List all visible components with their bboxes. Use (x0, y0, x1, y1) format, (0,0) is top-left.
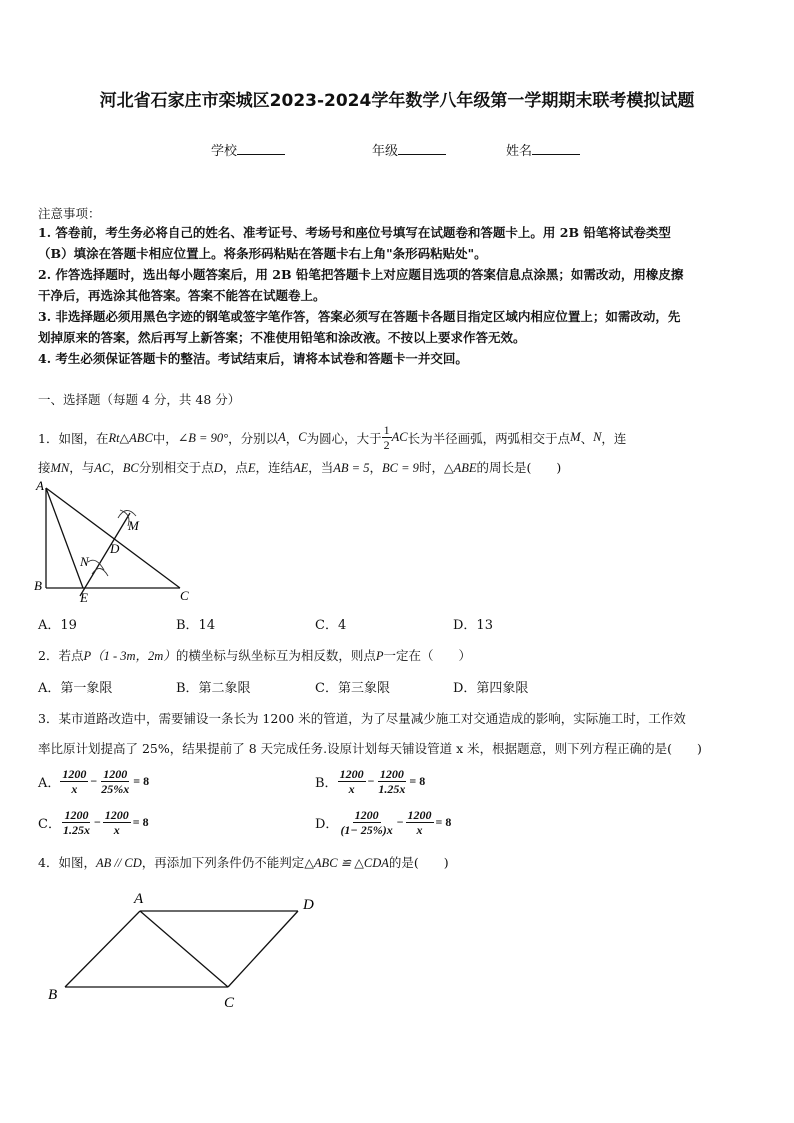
option-label: A． (38, 776, 61, 791)
grade-label: 年级 (372, 144, 399, 159)
segment-ae (46, 488, 83, 588)
q1-point: N (593, 430, 602, 444)
segment-ab (65, 911, 140, 987)
name-field (506, 140, 580, 159)
fraction (338, 767, 366, 796)
q2-point: P (375, 649, 384, 663)
q1-text: ，分别以 (228, 430, 279, 446)
notice-item-1-line-1: 1. 答卷前，考生务必将自己的姓名、准考证号、考场号和座位号填写在试题卷和答题卡上。用 2B 铅笔将试卷类型 (38, 225, 671, 240)
equation-rhs: = 8 (132, 815, 149, 829)
q2-option-b[interactable]: B．第二象限 (176, 681, 251, 696)
q1-text: 为圆心，大于 (306, 430, 382, 446)
equation (61, 808, 149, 837)
q1-text: 中， (152, 430, 178, 446)
q3-option-b[interactable] (315, 767, 425, 796)
q1-point: E (247, 461, 256, 475)
equation-rhs: = 8 (409, 774, 426, 788)
notice-item-1-line-2: （B）填涂在答题卡相应位置上。将条形码粘贴在答题卡右上角"条形码粘贴处"。 (38, 246, 487, 261)
q4-parallel-condition: AB // CD (95, 856, 142, 870)
q1-segment: MN (50, 461, 70, 475)
segment-cd (228, 911, 298, 987)
fraction (376, 767, 407, 796)
label-a: A (36, 478, 44, 493)
fraction-denominator: 1.25x (62, 823, 90, 837)
q3-option-c[interactable] (38, 808, 149, 837)
exam-title: 河北省石家庄市栾城区2023-2024学年数学八年级第一学期期末联考模拟试题 (99, 91, 695, 111)
fraction-denominator: 1.25x (378, 782, 406, 796)
notice-item-3-line-2: 划掉原来的答案，然后再写上新答案；不准使用铅笔和涂改液。不按以上要求作答无效。 (38, 330, 526, 345)
segment-ac (140, 911, 228, 987)
q1-text: 1．如图，在 (38, 430, 109, 446)
q1-half-fraction (382, 423, 392, 452)
q1-triangle: Rt△ABC (108, 430, 153, 445)
fraction-numerator: 1200 (339, 767, 364, 781)
name-label: 姓名 (506, 144, 533, 159)
label-b: B (48, 987, 58, 1003)
q1-triangle-abe: △ABE (443, 461, 477, 475)
label-m: M (128, 518, 139, 533)
fraction-numerator: 1200 (62, 767, 87, 781)
q1-option-c[interactable]: C．4 (315, 618, 347, 633)
q4-congruence: △ABC ≌ △CDA (304, 856, 389, 870)
equation-rhs: = 8 (435, 815, 452, 829)
grade-field (372, 140, 446, 159)
fraction (61, 808, 92, 837)
q2-option-c[interactable]: C．第三象限 (315, 681, 390, 696)
q1-angle: ∠B = 90° (177, 430, 229, 445)
minus-sign: − (90, 774, 98, 788)
q1-text: ，连 (601, 430, 627, 446)
equation (338, 808, 451, 837)
q1-text: 、 (580, 430, 594, 446)
q1-option-d[interactable]: D．13 (453, 618, 493, 633)
option-label: C． (38, 817, 61, 832)
q1-point: A (278, 430, 286, 444)
fraction-denominator: x (348, 782, 355, 796)
q1-line-2 (38, 458, 561, 476)
q1-text: ， (285, 430, 299, 446)
label-b: B (34, 578, 42, 593)
q4-text: 的是( ) (388, 855, 449, 870)
q4-text: ，再添加下列条件仍不能判定 (141, 855, 305, 870)
q2-option-d[interactable]: D．第四象限 (453, 681, 529, 696)
q1-text: ，连结 (255, 460, 293, 475)
label-c: C (224, 995, 235, 1011)
minus-sign: − (396, 815, 404, 829)
q2-text: 一定在（ ） (383, 648, 471, 663)
school-field (211, 140, 285, 159)
q4-stem (38, 853, 449, 871)
fraction-denominator: 25%x (101, 782, 130, 796)
equation-rhs: = 8 (133, 774, 150, 788)
school-blank[interactable] (237, 142, 285, 155)
q1-text: 接 (38, 460, 51, 475)
q1-text: 的周长是( ) (476, 460, 562, 475)
q2-option-a[interactable]: A．第一象限 (38, 681, 113, 696)
minus-sign: − (367, 774, 375, 788)
school-label: 学校 (211, 144, 238, 159)
q1-option-a[interactable]: A．19 (38, 618, 77, 633)
q1-segment: BC (122, 461, 139, 475)
q1-text: ，当 (308, 460, 334, 475)
fraction (338, 808, 394, 837)
q2-text: 的横坐标与纵坐标互为相反数，则点 (175, 648, 376, 663)
fraction-numerator: 1200 (103, 767, 128, 781)
label-a: A (134, 891, 144, 907)
minus-sign: − (93, 815, 101, 829)
fraction (60, 767, 88, 796)
q4-text: 4．如图， (38, 855, 96, 870)
section-1-heading: 一、选择题（每题 4 分，共 48 分） (38, 392, 241, 407)
fraction-numerator: 1200 (354, 808, 379, 822)
option-label: D． (315, 817, 339, 832)
q1-segment: AC (94, 461, 111, 475)
label-c: C (180, 588, 189, 603)
grade-blank[interactable] (398, 142, 446, 155)
notice-item-4: 4. 考生必须保证答题卡的整洁。考试结束后，请将本试卷和答题卡一并交回。 (38, 351, 468, 366)
q1-text: ，点 (222, 460, 248, 475)
notice-item-3-line-1: 3. 非选择题必须用黑色字迹的钢笔或签字笔作答，答案必须写在答题卡各题目指定区域内相应位置上；如需改动，先 (38, 309, 681, 324)
equation (60, 767, 149, 796)
name-blank[interactable] (532, 142, 580, 155)
q1-segment: AE (292, 461, 309, 475)
q3-stem-line-2: 率比原计划提高了 25%，结果提前了 8 天完成任务.设原计划每天铺设管道 x 米，根据题意，则下列方程正确的是( ) (38, 741, 702, 756)
q2-point: P (83, 649, 92, 663)
q1-text: ， (110, 460, 123, 475)
q1-point: D (213, 461, 223, 475)
q1-text: ， (369, 460, 383, 475)
label-e: E (80, 590, 88, 605)
q1-text: 时， (418, 460, 444, 475)
notice-item-2-line-2: 干净后，再选涂其他答案。答案不能答在试题卷上。 (38, 288, 326, 303)
segment-ac (46, 488, 180, 588)
fraction-numerator: 1200 (407, 808, 432, 822)
q4-quadrilateral-figure (40, 885, 330, 1015)
q1-text: 长为半径画弧，两弧相交于点 (407, 430, 571, 446)
fraction-denominator: x (113, 823, 120, 837)
label-n: N (80, 554, 89, 569)
label-d: D (110, 541, 120, 556)
equation (338, 767, 426, 796)
q1-segment: AC (391, 430, 408, 444)
fraction-numerator: 1200 (104, 808, 129, 822)
fraction (103, 808, 131, 837)
q1-line-1 (38, 423, 626, 452)
fraction (99, 767, 131, 796)
option-label: B． (315, 776, 338, 791)
q2-text: 2．若点 (38, 648, 84, 663)
q1-option-b[interactable]: B．14 (176, 618, 216, 633)
q3-stem-line-1: 3．某市道路改造中，需要铺设一条长为 1200 米的管道，为了尽量减少施工对交通造成的影响，实际施工时，工作效 (38, 711, 686, 726)
q1-point: C (298, 430, 307, 444)
fraction-denominator: 2 (383, 438, 390, 452)
q2-stem (38, 646, 471, 664)
q3-option-a[interactable] (38, 767, 149, 796)
q3-option-d[interactable] (315, 808, 451, 837)
fraction-numerator: 1200 (64, 808, 89, 822)
q1-given-bc: BC = 9 (382, 461, 419, 475)
label-d: D (303, 897, 314, 913)
notice-heading: 注意事项： (38, 206, 101, 221)
q1-triangle-figure (30, 478, 200, 606)
fraction-numerator: 1200 (379, 767, 404, 781)
q2-coordinates: （1 - 3m，2m） (91, 649, 176, 663)
q1-given-ab: AB = 5 (333, 461, 370, 475)
q1-text: ，与 (69, 460, 95, 475)
fraction-denominator: (1− 25%)x (340, 823, 393, 837)
fraction-denominator: x (416, 823, 423, 837)
fraction-denominator: x (71, 782, 78, 796)
fraction (406, 808, 434, 837)
q1-text: 分别相交于点 (138, 460, 214, 475)
q1-point: M (570, 430, 581, 444)
notice-item-2-line-1: 2. 作答选择题时，选出每小题答案后，用 2B 铅笔把答题卡上对应题目选项的答案信息点涂黑；如需改动，用橡皮擦 (38, 267, 684, 282)
fraction-numerator: 1 (383, 423, 390, 437)
